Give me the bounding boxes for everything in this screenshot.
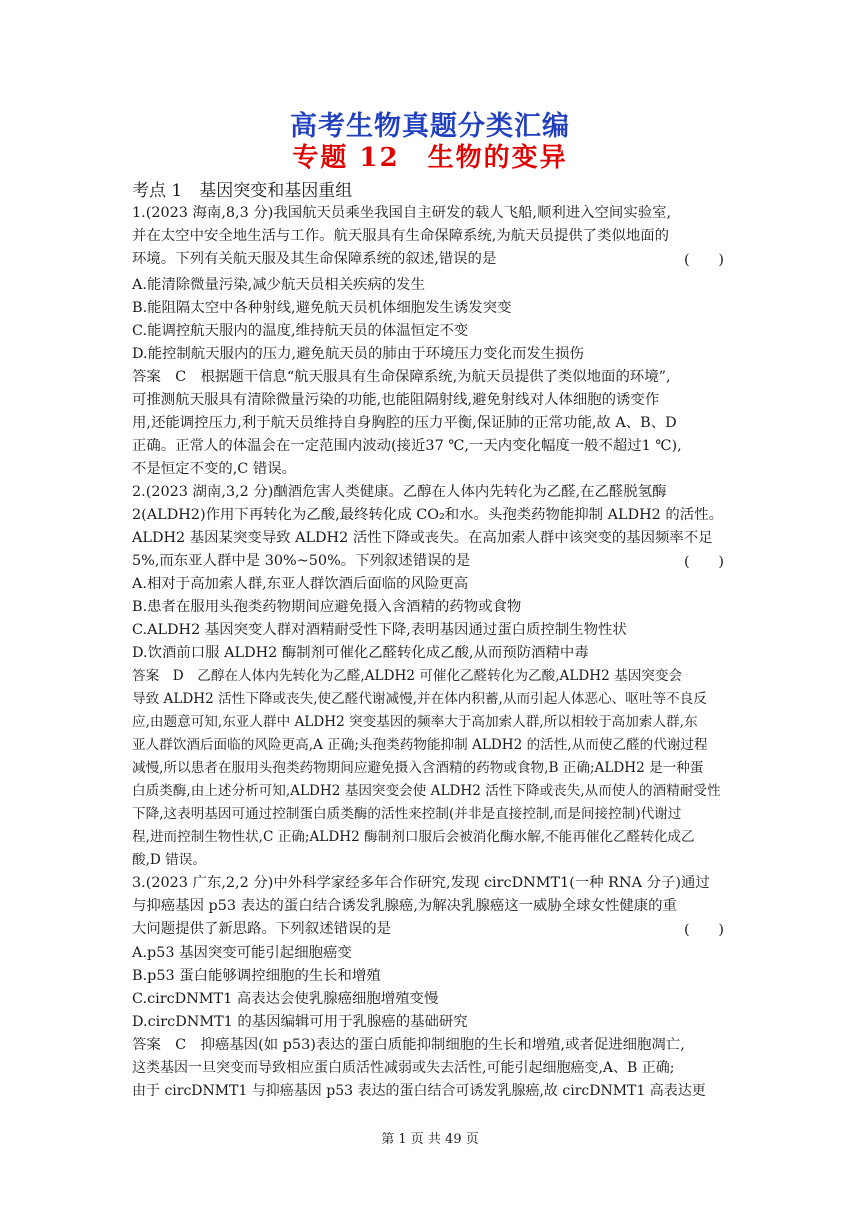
- answer-line: 程,进而控制生物性状,C 正确;ALDH2 酶制剂口服后会被消化酶水解,不能再催化乙醛转化成乙: [132, 829, 695, 845]
- answer-blank: ( ): [684, 252, 725, 268]
- answer-line: 可推测航天服具有清除微量污染的功能,也能阻隔射线,避免射线对人体细胞的诱变作: [132, 392, 660, 408]
- answer-line: 这类基因一旦突变而导致相应蛋白质活性减弱或失去活性,可能引起细胞癌变,A、B 正确;: [132, 1060, 675, 1076]
- option-line: B.能阻隔太空中各种射线,避免航天员机体细胞发生诱发突变: [132, 300, 512, 316]
- option-line: D.circDNMT1 的基因编辑可用于乳腺癌的基础研究: [132, 1014, 468, 1030]
- option-line: D.饮酒前口服 ALDH2 酶制剂可催化乙醛转化成乙酸,从而预防酒精中毒: [132, 645, 589, 661]
- answer-line: 酸,D 错误。: [132, 852, 206, 868]
- text-line: 与抑癌基因 p53 表达的蛋白结合诱发乳腺癌,为解决乳腺癌这一威胁全球女性健康的重: [132, 898, 677, 914]
- answer-line: 下降,这表明基因可通过控制蛋白质类酶的活性来控制(并非是直接控制,而是间接控制)代谢过: [132, 806, 682, 822]
- text-line: 5%,而东亚人群中是 30%~50%。下列叙述错误的是: [132, 553, 471, 569]
- answer-line: 答案 C 根据题干信息“航天服具有生命保障系统,为航天员提供了类似地面的环境”,: [132, 369, 671, 385]
- answer-line: 减慢,所以患者在服用头孢类药物期间应避免摄入含酒精的药物或食物,B 正确;ALDH2 是一种蛋: [132, 760, 704, 776]
- option-line: A.能清除微量污染,减少航天员相关疾病的发生: [132, 277, 425, 293]
- answer-line: 正确。正常人的体温会在一定范围内波动(接近37 ℃,一天内变化幅度一般不超过1 ℃),: [132, 438, 682, 454]
- answer-line: 答案 C 抑癌基因(如 p53)表达的蛋白质能抑制细胞的生长和增殖,或者促进细胞凋亡,: [132, 1037, 685, 1053]
- answer-line: 亚人群饮酒后面临的风险更高,A 正确;头孢类药物能抑制 ALDH2 的活性,从而使乙醛的代谢过程: [132, 737, 708, 753]
- text-line: 大问题提供了新思路。下列叙述错误的是: [132, 921, 392, 937]
- text-line: 2.(2023 湖南,3,2 分)酗酒危害人类健康。乙醇在人体内先转化为乙醛,在乙醛脱氢酶: [132, 484, 667, 500]
- text-line: 2(ALDH2)作用下再转化为乙酸,最终转化成 CO₂和水。头孢类药物能抑制 ALDH2 的活性。: [132, 507, 723, 523]
- option-line: B.p53 蛋白能够调控细胞的生长和增殖: [132, 968, 381, 984]
- answer-blank: ( ): [684, 922, 725, 938]
- document-title: 高考生物真题分类汇编: [290, 111, 570, 142]
- text-line: 环境。下列有关航天服及其生命保障系统的叙述,错误的是: [132, 251, 497, 267]
- text-line: ALDH2 基因某突变导致 ALDH2 活性下降或丧失。在高加索人群中该突变的基因频率不足: [132, 530, 713, 546]
- page-number: 第 1 页 共 49 页: [381, 1132, 479, 1147]
- text-line: 3.(2023 广东,2,2 分)中外科学家经多年合作研究,发现 circDNMT1(一种 RNA 分子)通过: [132, 875, 710, 891]
- option-line: D.能控制航天服内的压力,避免航天员的肺由于环境压力变化而发生损伤: [132, 346, 584, 362]
- option-line: C.ALDH2 基因突变人群对酒精耐受性下降,表明基因通过蛋白质控制生物性状: [132, 622, 627, 638]
- text-line: 并在太空中安全地生活与工作。航天服具有生命保障系统,为航天员提供了类似地面的: [132, 228, 670, 244]
- option-line: A.相对于高加索人群,东亚人群饮酒后面临的风险更高: [132, 576, 469, 592]
- answer-line: 导致 ALDH2 活性下降或丧失,使乙醛代谢减慢,并在体内积蓄,从而引起人体恶心、呕吐等不良反: [132, 691, 707, 707]
- section-heading: 考点 1 基因突变和基因重组: [132, 181, 353, 201]
- option-line: C.能调控航天服内的温度,维持航天员的体温恒定不变: [132, 323, 469, 339]
- option-line: A.p53 基因突变可能引起细胞癌变: [132, 945, 352, 961]
- answer-line: 应,由题意可知,东亚人群中 ALDH2 突变基因的频率大于高加索人群,所以相较于高加索人群,东: [132, 714, 698, 730]
- answer-line: 答案 D 乙醇在人体内先转化为乙醛,ALDH2 可催化乙醛转化为乙酸,ALDH2 基因突变会: [132, 668, 683, 684]
- answer-blank: ( ): [684, 554, 725, 570]
- answer-line: 白质类酶,由上述分析可知,ALDH2 基因突变会使 ALDH2 活性下降或丧失,从而使人的酒精耐受性: [132, 783, 721, 799]
- answer-line: 不是恒定不变的,C 错误。: [132, 461, 297, 477]
- answer-line: 用,还能调控压力,利于航天员维持自身胸腔的压力平衡,保证肺的正常功能,故 A、B、D: [132, 415, 677, 431]
- option-line: B.患者在服用头孢类药物期间应避免摄入含酒精的药物或食物: [132, 599, 522, 615]
- option-line: C.circDNMT1 高表达会使乳腺癌细胞增殖变慢: [132, 991, 439, 1007]
- text-line: 1.(2023 海南,8,3 分)我国航天员乘坐我国自主研发的载人飞船,顺利进入空间实验室,: [132, 205, 672, 221]
- chapter-title: 专题 12 生物的变异: [292, 143, 568, 173]
- answer-line: 由于 circDNMT1 与抑癌基因 p53 表达的蛋白结合可诱发乳腺癌,故 circDNMT1 高表达更: [132, 1083, 706, 1099]
